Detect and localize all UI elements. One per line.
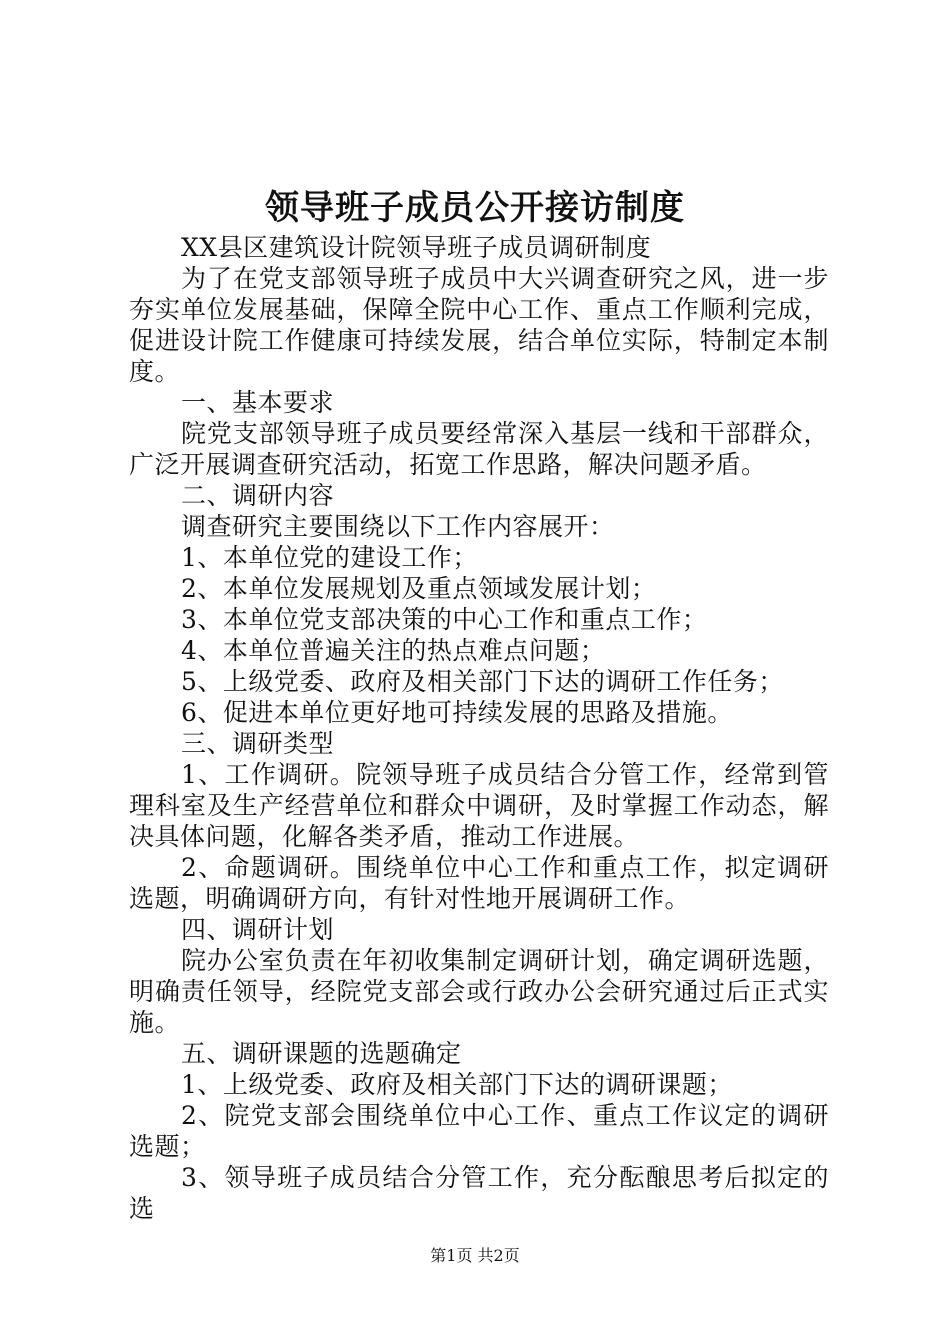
- list-item: 5、上级党委、政府及相关部门下达的调研工作任务；: [181, 667, 784, 696]
- list-item: 3、领导班子成员结合分管工作，充分酝酿思考后拟定的选: [129, 1163, 829, 1223]
- list-item: 1、上级党委、政府及相关部门下达的调研课题；: [181, 1070, 733, 1099]
- section-heading: 四、调研计划: [181, 915, 335, 944]
- list-item: 2、院党支部会围绕单位中心工作、重点工作议定的调研选题；: [129, 1101, 829, 1161]
- page-footer: 第1页 共2页: [430, 1246, 520, 1265]
- list-item: 2、本单位发展规划及重点领域发展计划；: [181, 574, 657, 603]
- list-item: 4、本单位普遍关注的热点难点问题；: [181, 636, 606, 665]
- section-heading: 二、调研内容: [181, 481, 335, 510]
- section-heading: 一、基本要求: [181, 388, 335, 417]
- list-item: 6、促进本单位更好地可持续发展的思路及措施。: [181, 698, 733, 727]
- paragraph: XX县区建筑设计院领导班子成员调研制度: [181, 233, 652, 262]
- document-body: [129, 232, 829, 1224]
- document-title: 领导班子成员公开接访制度: [265, 188, 685, 228]
- paragraph: 为了在党支部领导班子成员中大兴调查研究之风，进一步夯实单位发展基础，保障全院中心工作、重点工作顺利完成，促进设计院工作健康可持续发展，结合单位实际，特制定本制度。: [129, 264, 829, 386]
- section-heading: 五、调研课题的选题确定: [181, 1039, 462, 1068]
- section-heading: 三、调研类型: [181, 729, 335, 758]
- list-item: 1、本单位党的建设工作；: [181, 543, 478, 572]
- paragraph: 院办公室负责在年初收集制定调研计划，确定调研选题，明确责任领导，经院党支部会或行政办公会研究通过后正式实施。: [129, 946, 829, 1037]
- paragraph: 院党支部领导班子成员要经常深入基层一线和干部群众，广泛开展调查研究活动，拓宽工作思路，解决问题矛盾。: [129, 419, 829, 479]
- paragraph: 2、命题调研。围绕单位中心工作和重点工作，拟定调研选题，明确调研方向，有针对性地开展调研工作。: [129, 853, 829, 913]
- paragraph: 1、工作调研。院领导班子成员结合分管工作，经常到管理科室及生产经营单位和群众中调研，及时掌握工作动态，解决具体问题，化解各类矛盾，推动工作进展。: [129, 760, 829, 851]
- list-item: 3、本单位党支部决策的中心工作和重点工作；: [181, 605, 708, 634]
- paragraph: 调查研究主要围绕以下工作内容展开：: [181, 512, 615, 541]
